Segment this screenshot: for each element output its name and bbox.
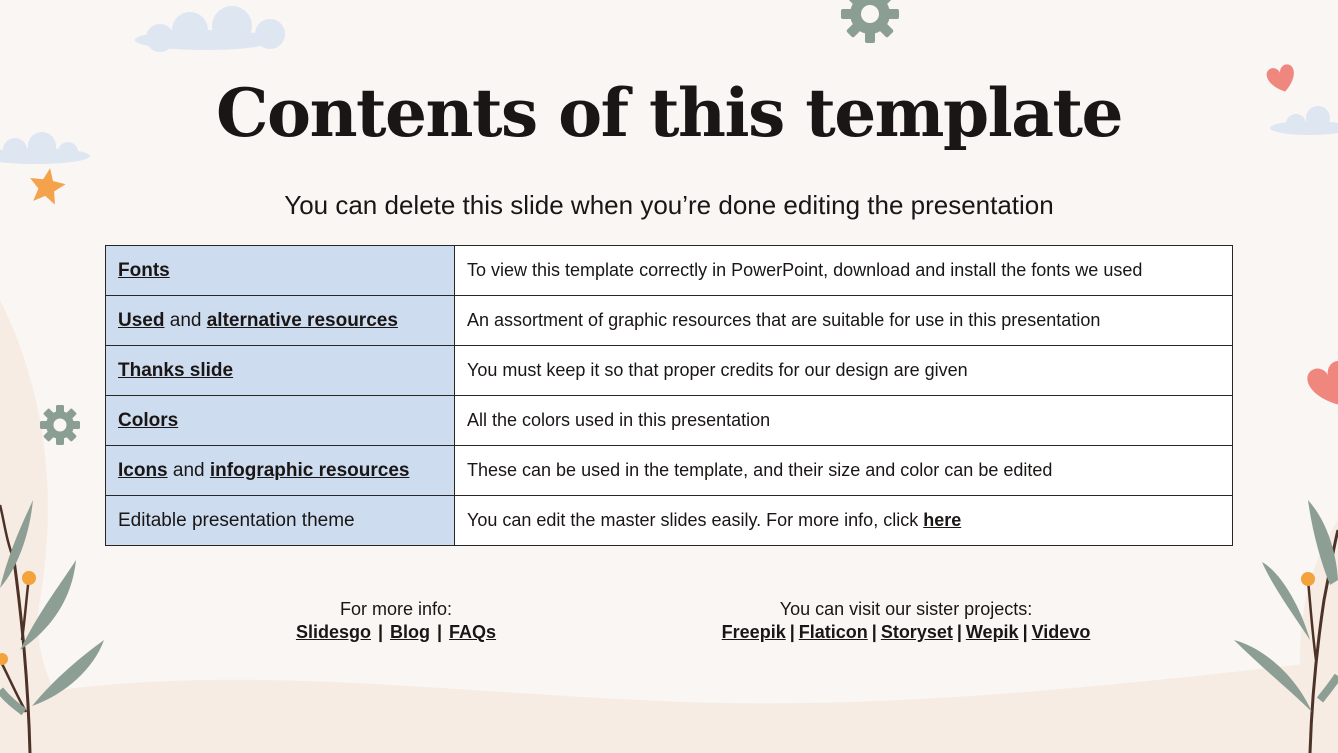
videvo-link[interactable]: Videvo xyxy=(1031,622,1091,642)
sister-projects-links xyxy=(656,621,1156,644)
more-info-links xyxy=(246,621,546,644)
bottom-wave xyxy=(0,660,1338,753)
row-label-cell xyxy=(106,246,455,296)
cloud-icon xyxy=(135,6,285,52)
infographic-resources-link[interactable]: infographic resources xyxy=(209,459,410,481)
joiner-text: and xyxy=(169,309,202,331)
page-subtitle: You can delete this slide when you’re done editing the presentation xyxy=(284,190,1054,220)
slidesgo-link[interactable]: Slidesgo xyxy=(295,622,371,642)
wepik-link[interactable]: Wepik xyxy=(965,622,1019,642)
table-row xyxy=(106,446,1233,496)
link-separator: | xyxy=(789,622,795,642)
row-label-cell xyxy=(106,346,455,396)
editable-theme-text: Editable presentation theme xyxy=(118,509,355,531)
row-label-cell xyxy=(106,446,455,496)
link-separator: | xyxy=(437,622,443,642)
more-info-label: For more info: xyxy=(339,599,453,619)
table-row xyxy=(106,346,1233,396)
contents-table xyxy=(105,245,1233,546)
faqs-link[interactable]: FAQs xyxy=(449,622,497,642)
link-separator: | xyxy=(871,622,877,642)
colors-link[interactable]: Colors xyxy=(118,409,179,431)
table-row xyxy=(106,296,1233,346)
row-label-cell xyxy=(106,296,455,346)
gear-icon xyxy=(40,405,80,445)
row-description-cell: An assortment of graphic resources that are suitable for use in this presentation xyxy=(455,296,1233,346)
alternative-resources-link[interactable]: alternative resources xyxy=(206,309,398,331)
flaticon-link[interactable]: Flaticon xyxy=(798,622,868,642)
storyset-link[interactable]: Storyset xyxy=(880,622,953,642)
row-label-cell xyxy=(106,496,455,546)
master-slides-text: You can edit the master slides easily. For more info, click xyxy=(467,510,919,530)
row-description-cell xyxy=(455,496,1233,546)
row-description-cell: To view this template correctly in PowerPoint, download and install the fonts we used xyxy=(455,246,1233,296)
table-row xyxy=(106,396,1233,446)
table-row xyxy=(106,496,1233,546)
link-separator: | xyxy=(956,622,962,642)
icons-link[interactable]: Icons xyxy=(118,459,168,481)
table-row xyxy=(106,246,1233,296)
sister-projects-label: You can visit our sister projects: xyxy=(779,599,1033,619)
gear-icon xyxy=(841,0,899,43)
row-description-cell: All the colors used in this presentation xyxy=(455,396,1233,446)
sister-projects-block xyxy=(656,598,1156,644)
more-info-block xyxy=(246,598,546,644)
used-link[interactable]: Used xyxy=(118,309,165,331)
page-title: Contents of this template xyxy=(216,74,1122,152)
row-description-cell: These can be used in the template, and their size and color can be edited xyxy=(455,446,1233,496)
link-separator: | xyxy=(377,622,383,642)
thanks-slide-link[interactable]: Thanks slide xyxy=(118,359,234,381)
here-link[interactable]: here xyxy=(923,510,962,530)
row-description-cell: You must keep it so that proper credits for our design are given xyxy=(455,346,1233,396)
joiner-text: and xyxy=(172,459,205,481)
fonts-link[interactable]: Fonts xyxy=(118,259,170,281)
link-separator: | xyxy=(1022,622,1028,642)
freepik-link[interactable]: Freepik xyxy=(721,622,786,642)
blog-link[interactable]: Blog xyxy=(390,622,430,642)
row-label-cell xyxy=(106,396,455,446)
heart-icon xyxy=(1304,358,1338,412)
